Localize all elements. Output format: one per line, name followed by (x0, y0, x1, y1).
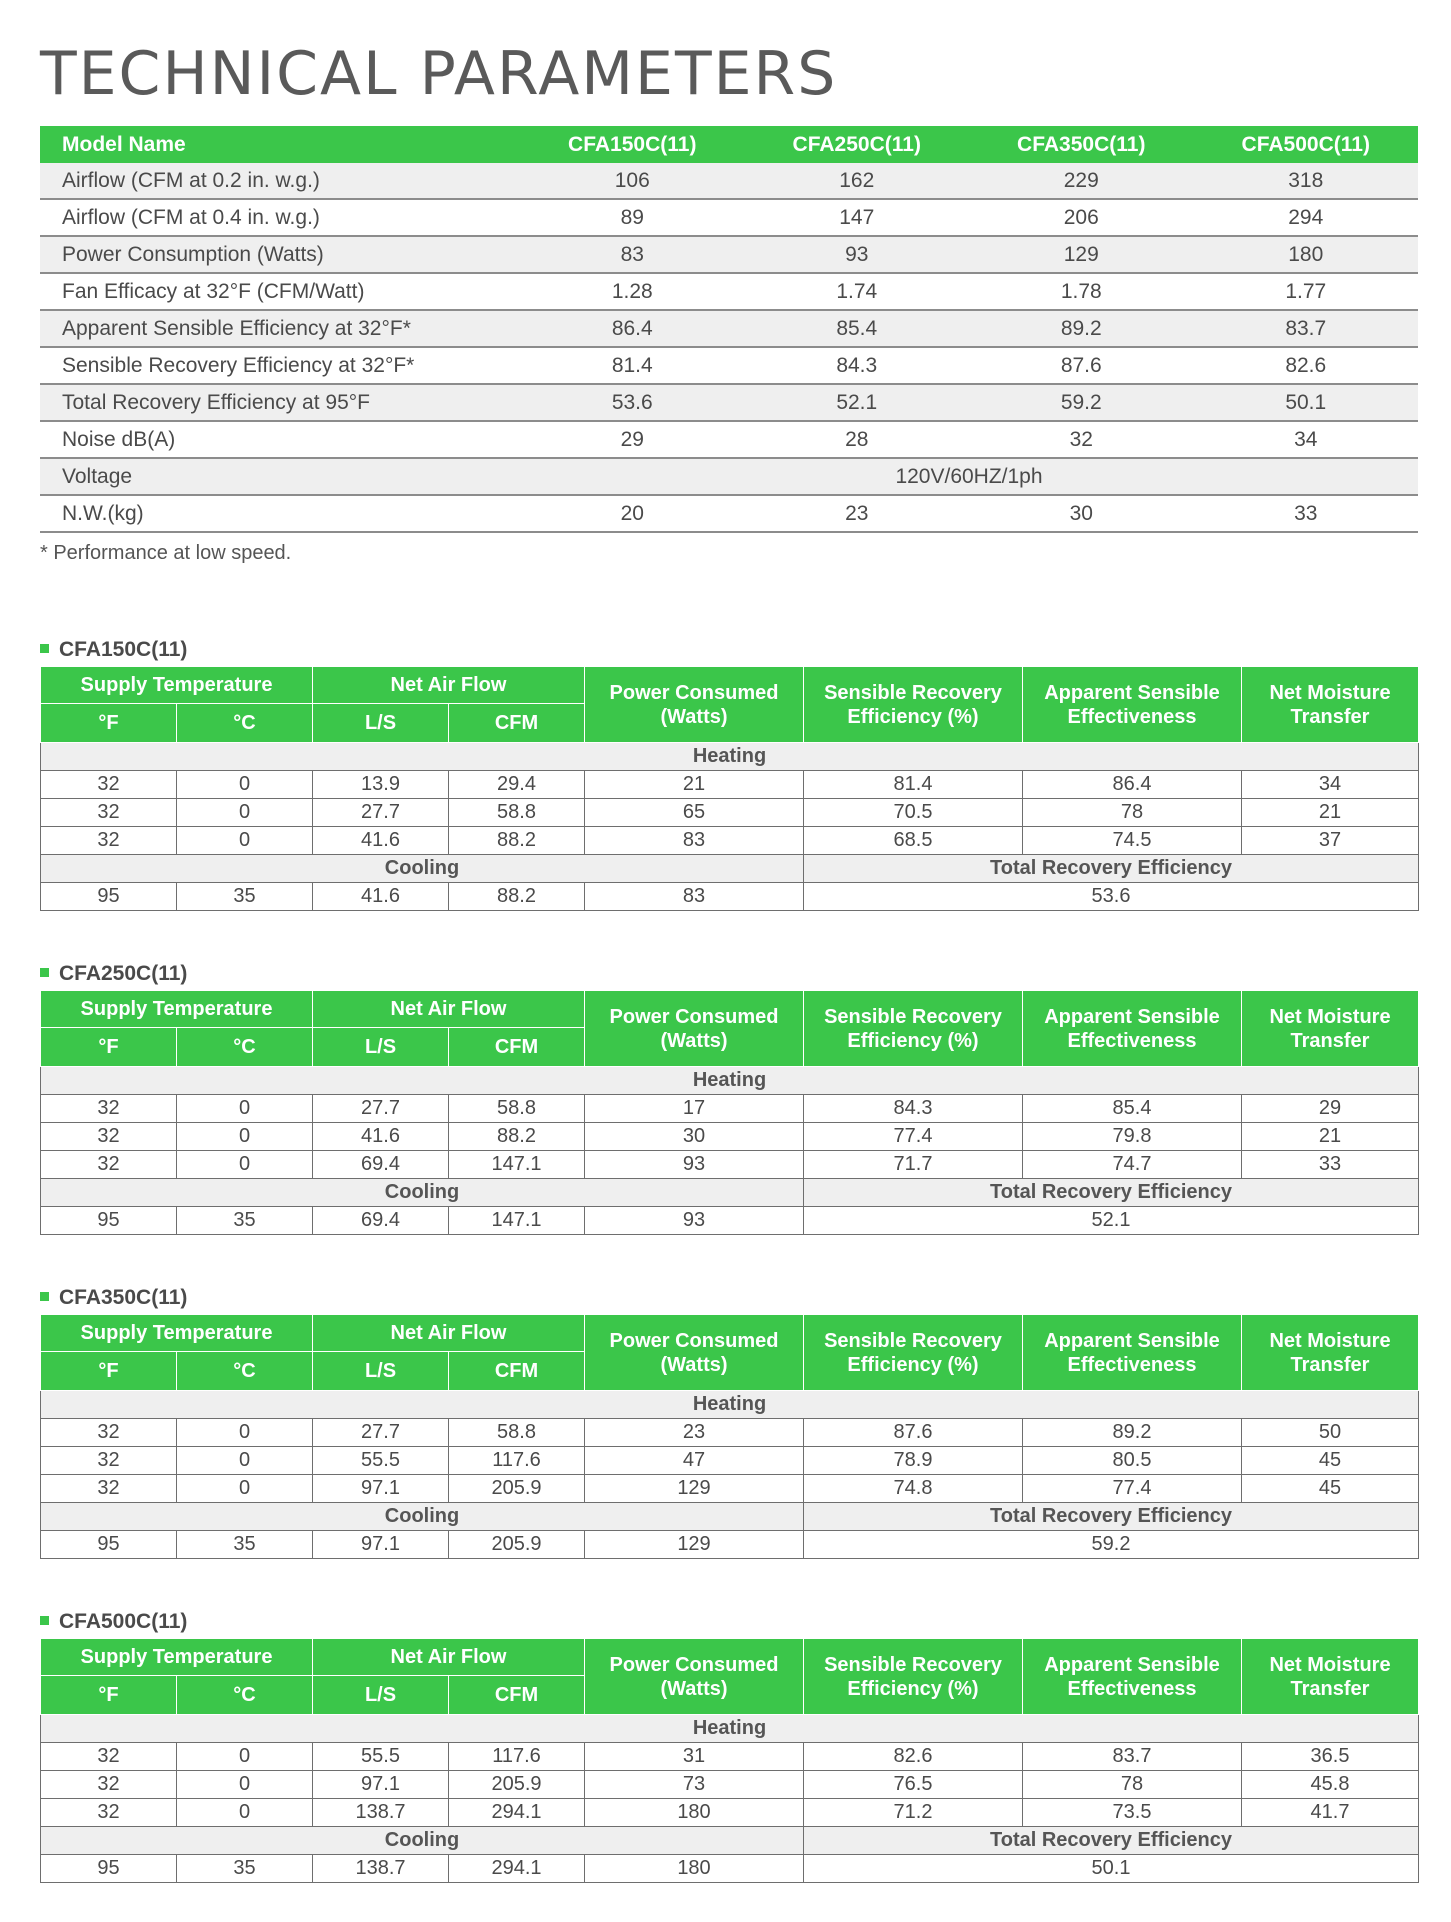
table-cell: 0 (177, 1095, 313, 1123)
param-value: 53.6 (520, 384, 745, 421)
table-cell: 85.4 (1023, 1095, 1242, 1123)
param-value: 59.2 (969, 384, 1194, 421)
table-cell: 71.7 (804, 1151, 1023, 1179)
green-square-icon (40, 968, 49, 977)
table-cell: 77.4 (804, 1123, 1023, 1151)
header-cfm: CFM (449, 1352, 585, 1391)
technical-parameters-table (40, 126, 1418, 533)
header-celsius: °C (177, 1028, 313, 1067)
param-value: 162 (745, 163, 970, 199)
cooling-label: Cooling (41, 1179, 804, 1207)
section-title (40, 638, 187, 662)
table-cell: 95 (41, 1207, 177, 1235)
cooling-row (41, 1207, 1419, 1235)
table-cell: 78.9 (804, 1447, 1023, 1475)
cooling-band-row (41, 1827, 1419, 1855)
param-value: 84.3 (745, 347, 970, 384)
table-cell: 32 (41, 1743, 177, 1771)
params-header-row (40, 126, 1418, 163)
section-model-name: CFA350C(11) (59, 1286, 188, 1309)
heating-row (41, 827, 1419, 855)
table-cell: 77.4 (1023, 1475, 1242, 1503)
performance-table (40, 1638, 1419, 1883)
cooling-label: Cooling (41, 855, 804, 883)
header-sensible-recovery: Sensible Recovery Efficiency (%) (804, 1315, 1023, 1391)
green-square-icon (40, 644, 49, 653)
table-cell: 29 (1242, 1095, 1419, 1123)
footnote: * Performance at low speed. (40, 542, 292, 564)
param-value: 1.28 (520, 273, 745, 310)
table-cell: 31 (585, 1743, 804, 1771)
table-cell: 35 (177, 1855, 313, 1883)
param-value: 89 (520, 199, 745, 236)
param-label: Total Recovery Efficiency at 95°F (40, 384, 520, 421)
table-cell: 73.5 (1023, 1799, 1242, 1827)
header-model-name: Model Name (40, 126, 520, 163)
header-celsius: °C (177, 1352, 313, 1391)
header-cfm: CFM (449, 1028, 585, 1067)
total-recovery-efficiency-label: Total Recovery Efficiency (804, 1827, 1419, 1855)
header-supply-temperature: Supply Temperature (41, 1639, 313, 1676)
heating-row (41, 1447, 1419, 1475)
params-row (40, 163, 1418, 199)
table-cell: 129 (585, 1475, 804, 1503)
header-fahrenheit: °F (41, 1352, 177, 1391)
param-value: 318 (1194, 163, 1419, 199)
table-cell: 32 (41, 799, 177, 827)
table-cell: 205.9 (449, 1531, 585, 1559)
table-cell: 0 (177, 1447, 313, 1475)
param-value: 87.6 (969, 347, 1194, 384)
param-value: 129 (969, 236, 1194, 273)
cooling-band-row (41, 855, 1419, 883)
table-cell: 205.9 (449, 1475, 585, 1503)
table-cell: 27.7 (313, 1419, 449, 1447)
section-model-name: CFA250C(11) (59, 962, 188, 985)
table-cell: 93 (585, 1151, 804, 1179)
table-cell: 50.1 (804, 1855, 1419, 1883)
param-value: 81.4 (520, 347, 745, 384)
param-value: 106 (520, 163, 745, 199)
table-cell: 81.4 (804, 771, 1023, 799)
param-value: 20 (520, 495, 745, 532)
table-cell: 117.6 (449, 1743, 585, 1771)
heating-band-row (41, 743, 1419, 771)
cooling-row (41, 1855, 1419, 1883)
header-fahrenheit: °F (41, 1028, 177, 1067)
heating-row (41, 771, 1419, 799)
table-cell: 32 (41, 1095, 177, 1123)
table-cell: 138.7 (313, 1855, 449, 1883)
param-value: 30 (969, 495, 1194, 532)
cooling-row (41, 883, 1419, 911)
table-cell: 93 (585, 1207, 804, 1235)
table-cell: 27.7 (313, 1095, 449, 1123)
table-cell: 78 (1023, 1771, 1242, 1799)
total-recovery-efficiency-label: Total Recovery Efficiency (804, 855, 1419, 883)
table-cell: 294.1 (449, 1855, 585, 1883)
header-supply-temperature: Supply Temperature (41, 667, 313, 704)
param-label: Airflow (CFM at 0.4 in. w.g.) (40, 199, 520, 236)
table-cell: 53.6 (804, 883, 1419, 911)
heating-row (41, 1743, 1419, 1771)
section-title (40, 1610, 187, 1634)
table-cell: 33 (1242, 1151, 1419, 1179)
heating-label: Heating (41, 743, 1419, 771)
table-cell: 0 (177, 1743, 313, 1771)
cooling-label: Cooling (41, 1503, 804, 1531)
param-label: N.W.(kg) (40, 495, 520, 532)
table-cell: 69.4 (313, 1151, 449, 1179)
param-value: 34 (1194, 421, 1419, 458)
header-liters-per-second: L/S (313, 1028, 449, 1067)
table-cell: 84.3 (804, 1095, 1023, 1123)
table-cell: 97.1 (313, 1475, 449, 1503)
header-apparent-sensible: Apparent Sensible Effectiveness (1023, 667, 1242, 743)
table-cell: 21 (585, 771, 804, 799)
table-cell: 76.5 (804, 1771, 1023, 1799)
params-row (40, 273, 1418, 310)
header-liters-per-second: L/S (313, 1676, 449, 1715)
table-cell: 180 (585, 1799, 804, 1827)
table-cell: 36.5 (1242, 1743, 1419, 1771)
cooling-row (41, 1531, 1419, 1559)
table-cell: 82.6 (804, 1743, 1023, 1771)
table-cell: 0 (177, 1799, 313, 1827)
table-cell: 74.8 (804, 1475, 1023, 1503)
param-value: 180 (1194, 236, 1419, 273)
green-square-icon (40, 1292, 49, 1301)
table-cell: 180 (585, 1855, 804, 1883)
heating-label: Heating (41, 1391, 1419, 1419)
param-value: 50.1 (1194, 384, 1419, 421)
param-value: 1.78 (969, 273, 1194, 310)
table-cell: 205.9 (449, 1771, 585, 1799)
heating-label: Heating (41, 1067, 1419, 1095)
param-label: Voltage (40, 458, 520, 495)
page-title: TECHNICAL PARAMETERS (40, 39, 838, 109)
table-cell: 23 (585, 1419, 804, 1447)
table-cell: 147.1 (449, 1207, 585, 1235)
perf-header-row (41, 667, 1419, 704)
heating-row (41, 1475, 1419, 1503)
param-value: 83 (520, 236, 745, 273)
param-value: 52.1 (745, 384, 970, 421)
voltage-value: 120V/60HZ/1ph (520, 458, 1418, 495)
table-cell: 32 (41, 1123, 177, 1151)
param-label: Power Consumption (Watts) (40, 236, 520, 273)
table-cell: 55.5 (313, 1447, 449, 1475)
header-sensible-recovery: Sensible Recovery Efficiency (%) (804, 1639, 1023, 1715)
header-net-air-flow: Net Air Flow (313, 667, 585, 704)
param-value: 83.7 (1194, 310, 1419, 347)
param-value: 33 (1194, 495, 1419, 532)
table-cell: 41.6 (313, 827, 449, 855)
green-square-icon (40, 1616, 49, 1625)
param-value: 32 (969, 421, 1194, 458)
heating-row (41, 1095, 1419, 1123)
header-net-moisture: Net Moisture Transfer (1242, 1315, 1419, 1391)
param-value: 86.4 (520, 310, 745, 347)
table-cell: 71.2 (804, 1799, 1023, 1827)
param-value: 93 (745, 236, 970, 273)
table-cell: 32 (41, 827, 177, 855)
table-cell: 88.2 (449, 1123, 585, 1151)
params-row-weight (40, 495, 1418, 532)
param-value: 29 (520, 421, 745, 458)
table-cell: 0 (177, 771, 313, 799)
performance-table (40, 666, 1419, 911)
table-cell: 13.9 (313, 771, 449, 799)
table-cell: 50 (1242, 1419, 1419, 1447)
heating-row (41, 1123, 1419, 1151)
heating-row (41, 1799, 1419, 1827)
param-label: Apparent Sensible Efficiency at 32°F* (40, 310, 520, 347)
table-cell: 88.2 (449, 883, 585, 911)
header-apparent-sensible: Apparent Sensible Effectiveness (1023, 1315, 1242, 1391)
header-net-moisture: Net Moisture Transfer (1242, 667, 1419, 743)
table-cell: 0 (177, 1151, 313, 1179)
table-cell: 32 (41, 1447, 177, 1475)
param-value: 294 (1194, 199, 1419, 236)
table-cell: 79.8 (1023, 1123, 1242, 1151)
header-power-consumed: Power Consumed (Watts) (585, 1639, 804, 1715)
table-cell: 32 (41, 1475, 177, 1503)
header-supply-temperature: Supply Temperature (41, 991, 313, 1028)
header-supply-temperature: Supply Temperature (41, 1315, 313, 1352)
table-cell: 58.8 (449, 799, 585, 827)
table-cell: 147.1 (449, 1151, 585, 1179)
header-sensible-recovery: Sensible Recovery Efficiency (%) (804, 667, 1023, 743)
table-cell: 69.4 (313, 1207, 449, 1235)
table-cell: 41.6 (313, 883, 449, 911)
table-cell: 74.7 (1023, 1151, 1242, 1179)
header-cfm: CFM (449, 1676, 585, 1715)
table-cell: 32 (41, 1799, 177, 1827)
table-cell: 117.6 (449, 1447, 585, 1475)
table-cell: 27.7 (313, 799, 449, 827)
table-cell: 32 (41, 771, 177, 799)
header-celsius: °C (177, 1676, 313, 1715)
header-net-moisture: Net Moisture Transfer (1242, 1639, 1419, 1715)
table-cell: 37 (1242, 827, 1419, 855)
table-cell: 70.5 (804, 799, 1023, 827)
table-cell: 17 (585, 1095, 804, 1123)
table-cell: 58.8 (449, 1419, 585, 1447)
table-cell: 35 (177, 1207, 313, 1235)
table-cell: 74.5 (1023, 827, 1242, 855)
param-value: 82.6 (1194, 347, 1419, 384)
params-row-voltage (40, 458, 1418, 495)
table-cell: 65 (585, 799, 804, 827)
table-cell: 80.5 (1023, 1447, 1242, 1475)
header-fahrenheit: °F (41, 1676, 177, 1715)
param-value: 85.4 (745, 310, 970, 347)
table-cell: 87.6 (804, 1419, 1023, 1447)
param-value: 89.2 (969, 310, 1194, 347)
table-cell: 47 (585, 1447, 804, 1475)
table-cell: 45 (1242, 1447, 1419, 1475)
param-value: 1.74 (745, 273, 970, 310)
table-cell: 21 (1242, 799, 1419, 827)
header-net-moisture: Net Moisture Transfer (1242, 991, 1419, 1067)
table-cell: 95 (41, 883, 177, 911)
table-cell: 97.1 (313, 1771, 449, 1799)
table-cell: 89.2 (1023, 1419, 1242, 1447)
header-apparent-sensible: Apparent Sensible Effectiveness (1023, 991, 1242, 1067)
table-cell: 41.7 (1242, 1799, 1419, 1827)
param-value: 28 (745, 421, 970, 458)
cooling-band-row (41, 1503, 1419, 1531)
header-sensible-recovery: Sensible Recovery Efficiency (%) (804, 991, 1023, 1067)
perf-header-row (41, 1639, 1419, 1676)
table-cell: 86.4 (1023, 771, 1242, 799)
table-cell: 41.6 (313, 1123, 449, 1151)
table-cell: 73 (585, 1771, 804, 1799)
table-cell: 30 (585, 1123, 804, 1151)
table-cell: 35 (177, 883, 313, 911)
table-cell: 55.5 (313, 1743, 449, 1771)
header-model: CFA150C(11) (520, 126, 745, 163)
header-apparent-sensible: Apparent Sensible Effectiveness (1023, 1639, 1242, 1715)
heating-row (41, 1771, 1419, 1799)
param-value: 1.77 (1194, 273, 1419, 310)
table-cell: 58.8 (449, 1095, 585, 1123)
perf-header-row (41, 991, 1419, 1028)
header-model: CFA500C(11) (1194, 126, 1419, 163)
table-cell: 0 (177, 799, 313, 827)
table-cell: 45.8 (1242, 1771, 1419, 1799)
header-liters-per-second: L/S (313, 1352, 449, 1391)
header-model: CFA350C(11) (969, 126, 1194, 163)
section-title (40, 1286, 187, 1310)
heating-band-row (41, 1067, 1419, 1095)
header-net-air-flow: Net Air Flow (313, 1639, 585, 1676)
table-cell: 45 (1242, 1475, 1419, 1503)
table-cell: 95 (41, 1531, 177, 1559)
header-cfm: CFM (449, 704, 585, 743)
param-value: 206 (969, 199, 1194, 236)
table-cell: 32 (41, 1419, 177, 1447)
table-cell: 0 (177, 827, 313, 855)
table-cell: 83 (585, 883, 804, 911)
table-cell: 29.4 (449, 771, 585, 799)
heating-band-row (41, 1715, 1419, 1743)
table-cell: 0 (177, 1419, 313, 1447)
heating-row (41, 799, 1419, 827)
total-recovery-efficiency-label: Total Recovery Efficiency (804, 1179, 1419, 1207)
param-value: 23 (745, 495, 970, 532)
params-row (40, 199, 1418, 236)
table-cell: 97.1 (313, 1531, 449, 1559)
table-cell: 32 (41, 1771, 177, 1799)
table-cell: 138.7 (313, 1799, 449, 1827)
param-label: Airflow (CFM at 0.2 in. w.g.) (40, 163, 520, 199)
header-fahrenheit: °F (41, 704, 177, 743)
table-cell: 83.7 (1023, 1743, 1242, 1771)
header-model: CFA250C(11) (745, 126, 970, 163)
params-row (40, 347, 1418, 384)
table-cell: 0 (177, 1475, 313, 1503)
table-cell: 129 (585, 1531, 804, 1559)
cooling-band-row (41, 1179, 1419, 1207)
perf-header-row (41, 1315, 1419, 1352)
table-cell: 78 (1023, 799, 1242, 827)
table-cell: 32 (41, 1151, 177, 1179)
table-cell: 83 (585, 827, 804, 855)
table-cell: 0 (177, 1123, 313, 1151)
table-cell: 59.2 (804, 1531, 1419, 1559)
total-recovery-efficiency-label: Total Recovery Efficiency (804, 1503, 1419, 1531)
section-model-name: CFA150C(11) (59, 638, 188, 661)
performance-table (40, 990, 1419, 1235)
param-value: 147 (745, 199, 970, 236)
table-cell: 68.5 (804, 827, 1023, 855)
header-power-consumed: Power Consumed (Watts) (585, 1315, 804, 1391)
section-model-name: CFA500C(11) (59, 1610, 188, 1633)
params-row (40, 384, 1418, 421)
param-value: 229 (969, 163, 1194, 199)
table-cell: 34 (1242, 771, 1419, 799)
section-title (40, 962, 187, 986)
header-power-consumed: Power Consumed (Watts) (585, 667, 804, 743)
header-celsius: °C (177, 704, 313, 743)
param-label: Sensible Recovery Efficiency at 32°F* (40, 347, 520, 384)
params-row (40, 236, 1418, 273)
table-cell: 52.1 (804, 1207, 1419, 1235)
table-cell: 0 (177, 1771, 313, 1799)
header-net-air-flow: Net Air Flow (313, 991, 585, 1028)
heating-band-row (41, 1391, 1419, 1419)
header-liters-per-second: L/S (313, 704, 449, 743)
header-net-air-flow: Net Air Flow (313, 1315, 585, 1352)
cooling-label: Cooling (41, 1827, 804, 1855)
heating-label: Heating (41, 1715, 1419, 1743)
performance-table (40, 1314, 1419, 1559)
param-label: Noise dB(A) (40, 421, 520, 458)
table-cell: 95 (41, 1855, 177, 1883)
table-cell: 35 (177, 1531, 313, 1559)
header-power-consumed: Power Consumed (Watts) (585, 991, 804, 1067)
table-cell: 294.1 (449, 1799, 585, 1827)
param-label: Fan Efficacy at 32°F (CFM/Watt) (40, 273, 520, 310)
table-cell: 21 (1242, 1123, 1419, 1151)
heating-row (41, 1419, 1419, 1447)
heating-row (41, 1151, 1419, 1179)
params-row (40, 421, 1418, 458)
table-cell: 88.2 (449, 827, 585, 855)
params-row (40, 310, 1418, 347)
